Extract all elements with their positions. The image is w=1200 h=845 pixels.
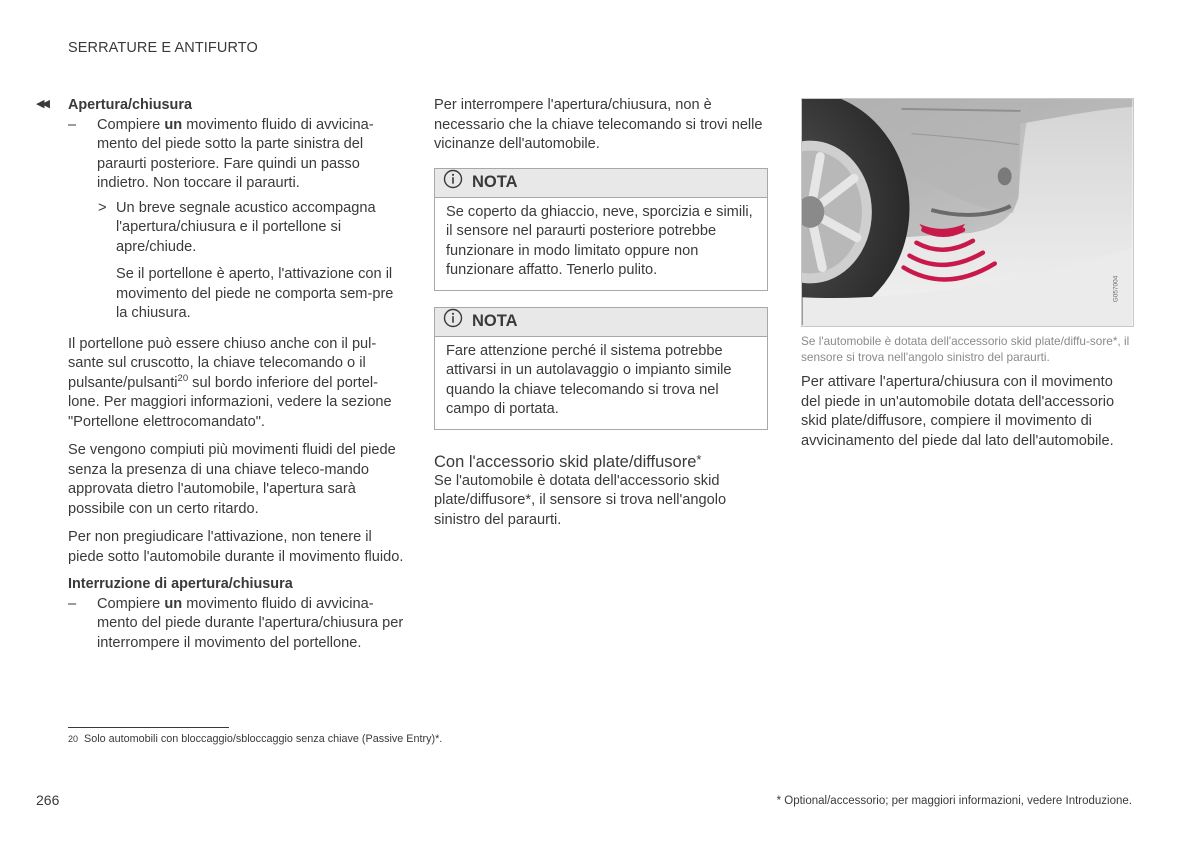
dash-marker: – — [68, 116, 77, 133]
rear-bumper-sensor-illustration — [801, 98, 1134, 327]
footnote-text: Solo automobili con bloccaggio/sbloccaggio senza chiave (Passive Entry)*. — [84, 733, 443, 745]
paragraph-attivare: Per attivare l'apertura/chiusura con il movimento del piede in un'automobile dotata dell'accessorio skid plate/diffusore, compiere il movimento di avvicinamento del piede dal lato dell'automobile. — [801, 374, 1115, 449]
result-1-text: Un breve segnale acustico accompagna l'apertura/chiusura e il portellone si apre/chiude. — [116, 199, 376, 255]
note-header — [435, 308, 767, 337]
heading-interruzione: Interruzione di apertura/chiusura — [68, 576, 293, 592]
column-1 — [68, 96, 404, 653]
step-2 — [68, 595, 404, 654]
result-1 — [68, 199, 404, 258]
step-2-text-pre: Compiere — [97, 595, 165, 612]
note-box-2 — [434, 307, 768, 430]
note-title: NOTA — [472, 311, 518, 330]
step-1-bold: un — [164, 116, 183, 133]
result-marker: > — [98, 199, 107, 216]
heading-skid-plate-text: Con l'accessorio skid plate/diffusore — [434, 452, 697, 471]
info-circle-icon — [443, 308, 463, 335]
optional-asterisk: * — [696, 451, 702, 467]
step-2-text-post: movimento fluido di avvicina-mento del piede durante l'apertura/chiusura per interrompere il movimento del portellone. — [97, 595, 404, 651]
footnote-ref-20: 20 — [177, 372, 189, 384]
paragraph-attivazione: Per non pregiudicare l'attivazione, non tenere il piede sotto l'automobile durante il movimento fluido. — [68, 529, 404, 565]
image-code: G057004 — [1112, 275, 1120, 303]
paragraph-pulsante-pre: Il portellone può essere chiuso anche con il pul-sante sul cruscotto, la chiave telecomando o il pulsante/pulsanti — [68, 335, 377, 391]
note-box-1 — [434, 168, 768, 291]
step-2-bold: un — [164, 595, 183, 612]
paragraph-intro: Per interrompere l'apertura/chiusura, non è necessario che la chiave telecomando si trovi nelle vicinanze dell'automobile. — [434, 97, 763, 152]
optional-accessory-note: * Optional/accessorio; per maggiori informazioni, vedere Introduzione. — [776, 795, 1132, 807]
step-1 — [68, 116, 404, 194]
dash-marker: – — [68, 595, 77, 612]
result-1-continuation: Se il portellone è aperto, l'attivazione con il movimento del piede ne comporta sem-pre la chiusura. — [116, 266, 394, 321]
paragraph-pulsante-post: sul bordo inferiore del portel-lone. Per maggiori informazioni, vedere la sezione "Portellone elettrocomandato". — [68, 374, 392, 430]
paragraph-skid-plate: Se l'automobile è dotata dell'accessorio skid plate/diffusore*, il sensore si trova nell'angolo sinistro del paraurti. — [434, 472, 727, 528]
section-header: SERRATURE E ANTIFURTO — [68, 40, 258, 56]
note-body: Fare attenzione perché il sistema potrebbe attivarsi in un autolavaggio o impianto simile quando la chiave telecomando si trova nel campo di portata. — [446, 342, 732, 417]
column-3 — [801, 98, 1134, 451]
page-number: 266 — [36, 792, 60, 808]
footnote-number: 20 — [68, 734, 79, 744]
note-header — [435, 169, 767, 198]
column-2 — [434, 96, 768, 530]
heading-skid-plate — [434, 450, 768, 472]
step-1-text-pre: Compiere — [97, 116, 165, 133]
note-body: Se coperto da ghiaccio, neve, sporcizia e simili, il sensore nel paraurti posteriore potrebbe funzionare in modo limitato oppure non funzionare affatto. Tenerlo pulito. — [446, 203, 753, 278]
info-circle-icon — [443, 169, 463, 196]
continued-from-previous-icon: ◀◀ — [36, 98, 47, 110]
footnote-rule — [68, 727, 229, 728]
footnote — [68, 733, 442, 745]
paragraph-movimenti: Se vengono compiuti più movimenti fluidi del piede senza la presenza di una chiave teleco-mando approvata dietro l'automobile, l'apertura sarà possibile con un certo ritardo. — [68, 442, 396, 517]
image-caption: Se l'automobile è dotata dell'accessorio skid plate/diffu-sore*, il sensore si trova nell'angolo sinistro del paraurti. — [801, 334, 1130, 364]
paragraph-pulsante — [68, 335, 404, 433]
note-title: NOTA — [472, 172, 518, 191]
step-1-text-post: movimento fluido di avvicina-mento del piede sotto la parte sinistra del paraurti posteriore. Fare quindi un passo indietro. Non toccare il paraurti. — [97, 116, 374, 191]
heading-apertura-chiusura: Apertura/chiusura — [68, 97, 192, 113]
